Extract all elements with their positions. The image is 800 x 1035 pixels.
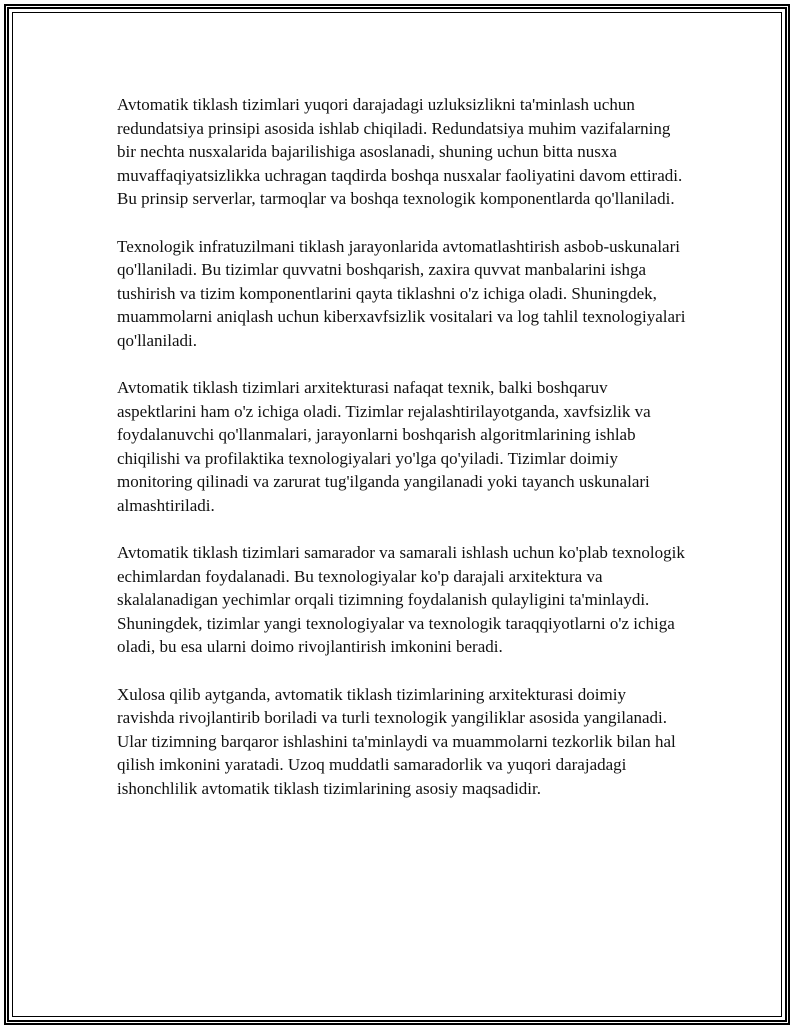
document-body — [117, 93, 687, 824]
paragraph-1: Avtomatik tiklash tizimlari yuqori darajadagi uzluksizlikni ta'minlash uchun redundatsiya prinsipi asosida ishlab chiqiladi. Redundatsiya muhim vazifalarning bir nechta nusxalarida bajarilishiga asoslanadi, shuning uchun bitta nusxa muvaffaqiyatsizlikka uchragan taqdirda boshqa nusxalar faoliyatini davom ettiradi. Bu prinsip serverlar, tarmoqlar va boshqa texnologik komponentlarda qo'llaniladi. — [117, 95, 683, 208]
paragraph-4: Avtomatik tiklash tizimlari samarador va samarali ishlash uchun ko'plab texnologik echimlardan foydalanadi. Bu texnologiyalar ko'p darajali arxitektura va skalalanadigan yechimlar orqali tizimning foydalanish qulayligini ta'minlaydi. Shuningdek, tizimlar yangi texnologiyalar va texnologik taraqqiyotlarni o'z ichiga oladi, bu esa ularni doimo rivojlantirish imkonini beradi. — [117, 543, 685, 656]
paragraph-5: Xulosa qilib aytganda, avtomatik tiklash tizimlarining arxitekturasi doimiy ravishda rivojlantirib boriladi va turli texnologik yangiliklar asosida yangilanadi. Ular tizimning barqaror ishlashini ta'minlaydi va muammolarni tezkorlik bilan hal qilish imkonini yaratadi. Uzoq muddatli samaradorlik va yuqori darajadagi ishonchlilik avtomatik tiklash tizimlarining asosiy maqsadidir. — [117, 684, 676, 798]
paragraph-3: Avtomatik tiklash tizimlari arxitekturasi nafaqat texnik, balki boshqaruv aspektlarini ham o'z ichiga oladi. Tizimlar rejalashtirilayotganda, xavfsizlik va foydalanuvchi qo'llanmalari, jarayonlarni boshqarish algoritmlarining ishlab chiqilishi va profilaktika texnologiyalari yo'lga qo'yiladi. Tizimlar doimiy monitoring qilinadi va zarurat tug'ilganda yangilanadi yoki tayanch uskunalari almashtiriladi. — [117, 378, 651, 515]
paragraph-2: Texnologik infratuzilmani tiklash jarayonlarida avtomatlashtirish asbob-uskunalari qo'llaniladi. Bu tizimlar quvvatni boshqarish, zaxira quvvat manbalarini ishga tushirish va tizim komponentlarini qayta tiklashni o'z ichiga oladi. Shuningdek, muammolarni aniqlash uchun kiberxavfsizlik vositalari va log tahlil texnologiyalari qo'llaniladi. — [117, 236, 686, 350]
